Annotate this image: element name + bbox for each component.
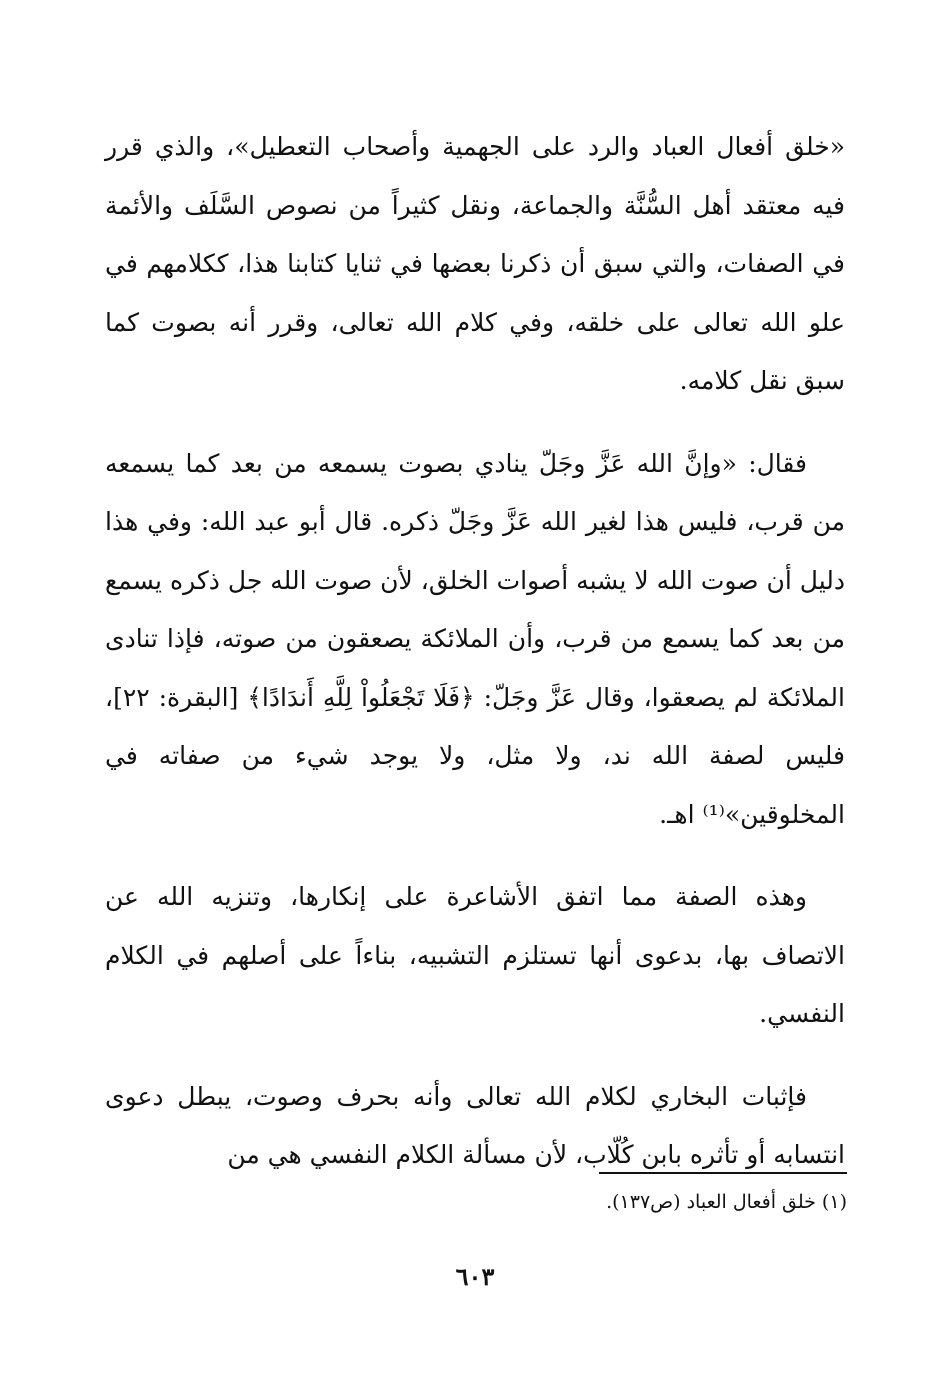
page-number: ٦٠٣ bbox=[455, 1262, 495, 1291]
footnote-divider bbox=[599, 1172, 847, 1174]
paragraph-2: فقال: «وإنَّ الله عَزَّ وجَلّ ينادي بصوت يسمعه من بعد كما يسمعه من قرب، فليس هذا لغير الله عَزَّ وجَلّ ذكره. قال أبو عبد الله: وفي هذا دليل أن صوت الله لا يشبه أصوات الخلق، لأن صوت الله جل ذكره يسمع من بعد كما يسمع من قرب، وأن الملائكة يصعقون من صوته، فإذا تنادى الملائكة لم يصعقوا، وقال عَزَّ وجَلّ: ﴿فَلَا تَجْعَلُواْ لِلَّهِ أَندَادًا﴾ [البقرة: ٢٢]، فليس لصفة الله ند، ولا مثل، ولا يوجد شيء من صفاته في المخلوقين»⁽¹⁾ اهـ. bbox=[105, 448, 845, 829]
paragraph-3: وهذه الصفة مما اتفق الأشاعرة على إنكارها، وتنزيه الله عن الاتصاف بها، بدعوى أنها تستلزم التشبيه، بناءاً على أصلهم في الكلام النفسي. bbox=[105, 882, 845, 1028]
main-text bbox=[105, 118, 845, 1185]
paragraph-4: فإثبات البخاري لكلام الله تعالى وأنه بحرف وصوت، يبطل دعوى انتسابه أو تأثره بابن كُلّاب، لأن مسألة الكلام النفسي هي من bbox=[105, 1081, 845, 1169]
footnote: (١) خلق أفعال العباد (ص١٣٧). bbox=[606, 1191, 847, 1213]
paragraph-1: «خلق أفعال العباد والرد على الجهمية وأصحاب التعطيل»، والذي قرر فيه معتقد أهل السُّنَّة والجماعة، ونقل كثيراً من نصوص السَّلَف والأئمة في الصفات، والتي سبق أن ذكرنا بعضها في ثنايا كتابنا هذا، ككلامهم في علو الله تعالى على خلقه، وفي كلام الله تعالى، وقرر أنه بصوت كما سبق نقل كلامه. bbox=[105, 132, 845, 395]
